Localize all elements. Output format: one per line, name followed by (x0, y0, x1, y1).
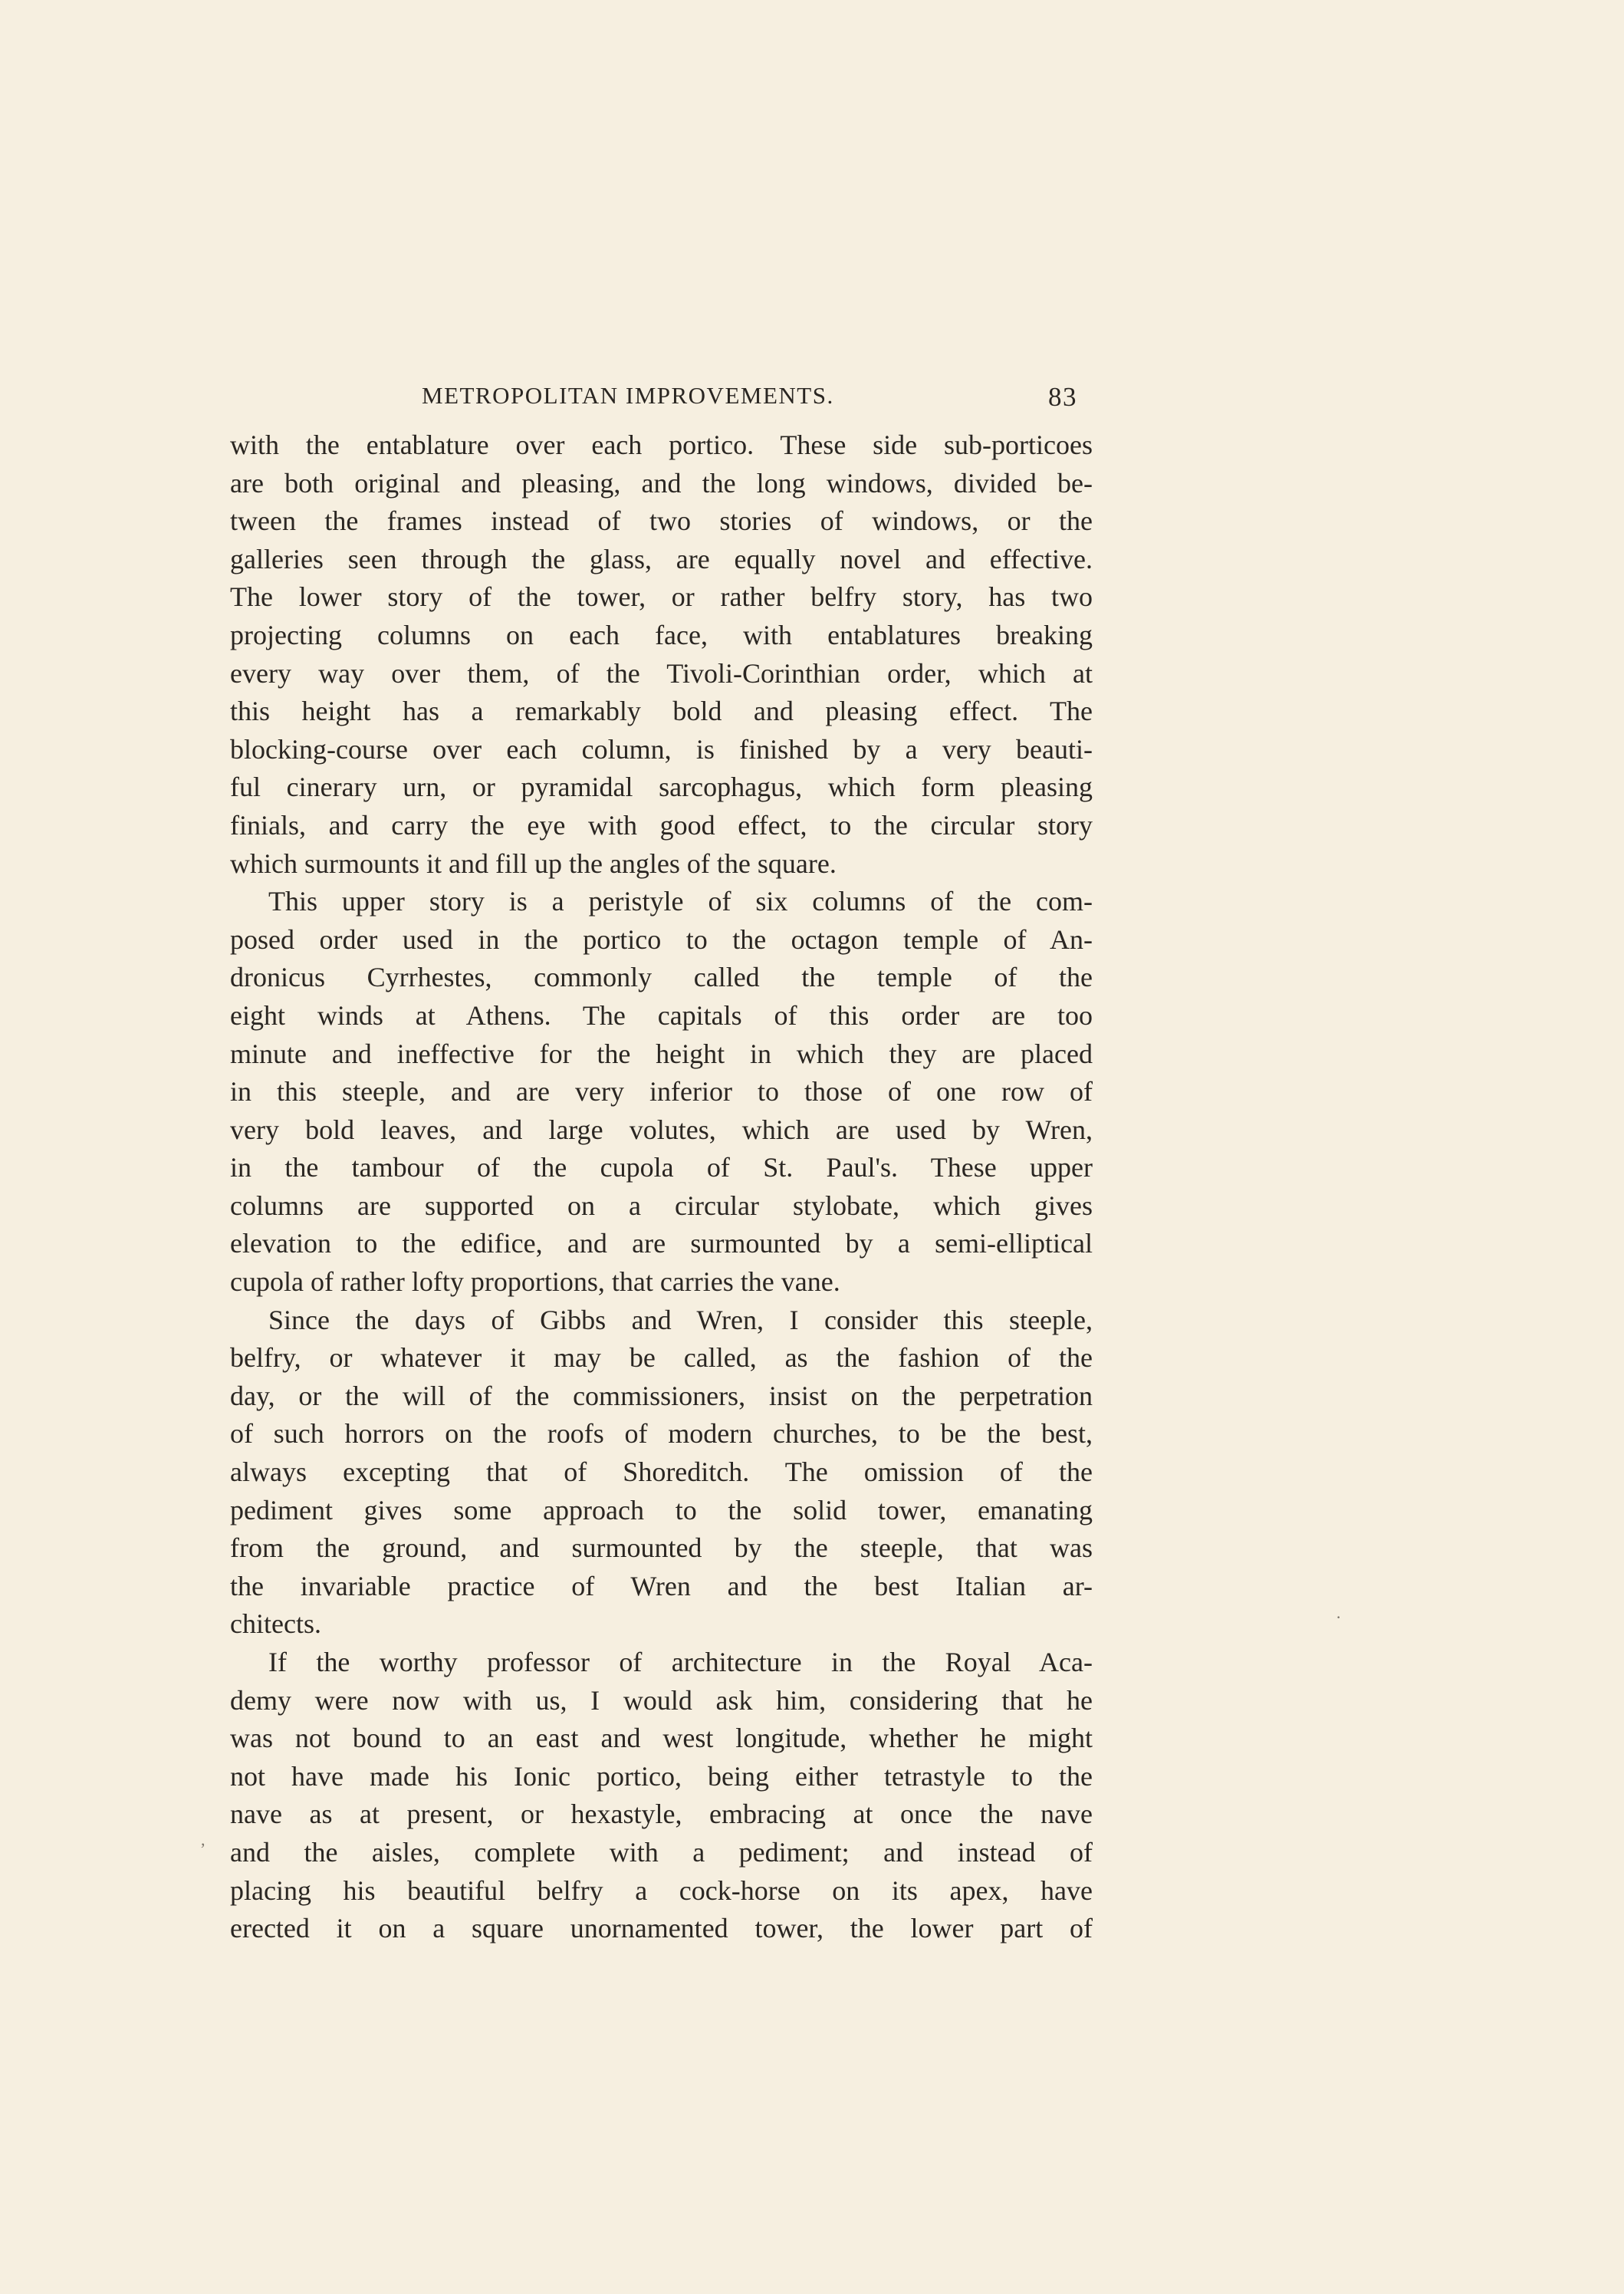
margin-speck: · (1336, 1608, 1342, 1627)
text-line: cupola of rather lofty proportions, that carries the vane. (230, 1266, 840, 1298)
text-line: this height has a remarkably bold and pleasing effect. The (230, 696, 1093, 727)
text-line: are both original and pleasing, and the long windows, divided be- (230, 467, 1093, 499)
text-line: every way over them, of the Tivoli-Corinthian order, which at (230, 657, 1093, 689)
text-line: always excepting that of Shoreditch. The omission of the (230, 1456, 1093, 1488)
text-line: finials, and carry the eye with good effect, to the circular story (230, 809, 1093, 841)
text-line: of such horrors on the roofs of modern churches, to be the best, (230, 1418, 1093, 1450)
page-number: 83 (1048, 382, 1077, 412)
text-line: pediment gives some approach to the solid tower, emanating (230, 1494, 1093, 1525)
running-head (230, 382, 1093, 420)
paragraph-first-line: This upper story is a peristyle of six columns of the com- (268, 886, 1093, 917)
text-line: elevation to the edifice, and are surmounted by a semi-elliptical (230, 1228, 1093, 1259)
text-line: from the ground, and surmounted by the steeple, that was (230, 1532, 1093, 1564)
text-line: in the tambour of the cupola of St. Paul's. These upper (230, 1152, 1093, 1183)
text-line: very bold leaves, and large volutes, which are used by Wren, (230, 1114, 1093, 1145)
text-line: the invariable practice of Wren and the best Italian ar- (230, 1570, 1093, 1601)
running-title: METROPOLITAN IMPROVEMENTS. (422, 382, 834, 409)
text-line: galleries seen through the glass, are equally novel and effective. (230, 543, 1093, 574)
margin-speck: , (201, 1830, 205, 1849)
text-line: belfry, or whatever it may be called, as the fashion of the (230, 1342, 1093, 1374)
text-line: with the entablature over each portico. These side sub-porticoes (230, 430, 1093, 460)
text-line: The lower story of the tower, or rather belfry story, has two (230, 581, 1093, 613)
text-line: and the aisles, complete with a pediment; and instead of (230, 1836, 1093, 1868)
text-line: placing his beautiful belfry a cock-horse on its apex, have (230, 1874, 1093, 1906)
text-line: projecting columns on each face, with entablatures breaking (230, 619, 1093, 650)
paragraph-first-line: If the worthy professor of architecture in the Royal Aca- (268, 1647, 1093, 1677)
text-line: columns are supported on a circular stylobate, which gives (230, 1190, 1093, 1221)
text-line: eight winds at Athens. The capitals of this order are too (230, 999, 1093, 1031)
text-line: tween the frames instead of two stories of windows, or the (230, 505, 1093, 537)
text-line: minute and ineffective for the height in which they are placed (230, 1038, 1093, 1069)
text-line: erected it on a square unornamented tower, the lower part of (230, 1913, 1093, 1944)
text-line: which surmounts it and fill up the angles of the square. (230, 847, 837, 879)
body-text (230, 426, 1093, 1948)
text-line: chitects. (230, 1608, 321, 1640)
text-line: dronicus Cyrrhestes, commonly called the temple of the (230, 962, 1093, 993)
text-line: demy were now with us, I would ask him, considering that he (230, 1684, 1093, 1716)
text-line: in this steeple, and are very inferior to those of one row of (230, 1076, 1093, 1108)
text-line: was not bound to an east and west longitude, whether he might (230, 1723, 1093, 1754)
text-line: posed order used in the portico to the octagon temple of An- (230, 923, 1093, 955)
text-line: nave as at present, or hexastyle, embracing at once the nave (230, 1799, 1093, 1830)
text-line: blocking-course over each column, is finished by a very beauti- (230, 733, 1093, 765)
text-line: not have made his Ionic portico, being either tetrastyle to the (230, 1760, 1093, 1792)
text-line: day, or the will of the commissioners, insist on the perpetration (230, 1380, 1093, 1411)
text-line: ful cinerary urn, or pyramidal sarcophagus, which form pleasing (230, 772, 1093, 803)
paragraph-first-line: Since the days of Gibbs and Wren, I consider this steeple, (268, 1304, 1093, 1335)
